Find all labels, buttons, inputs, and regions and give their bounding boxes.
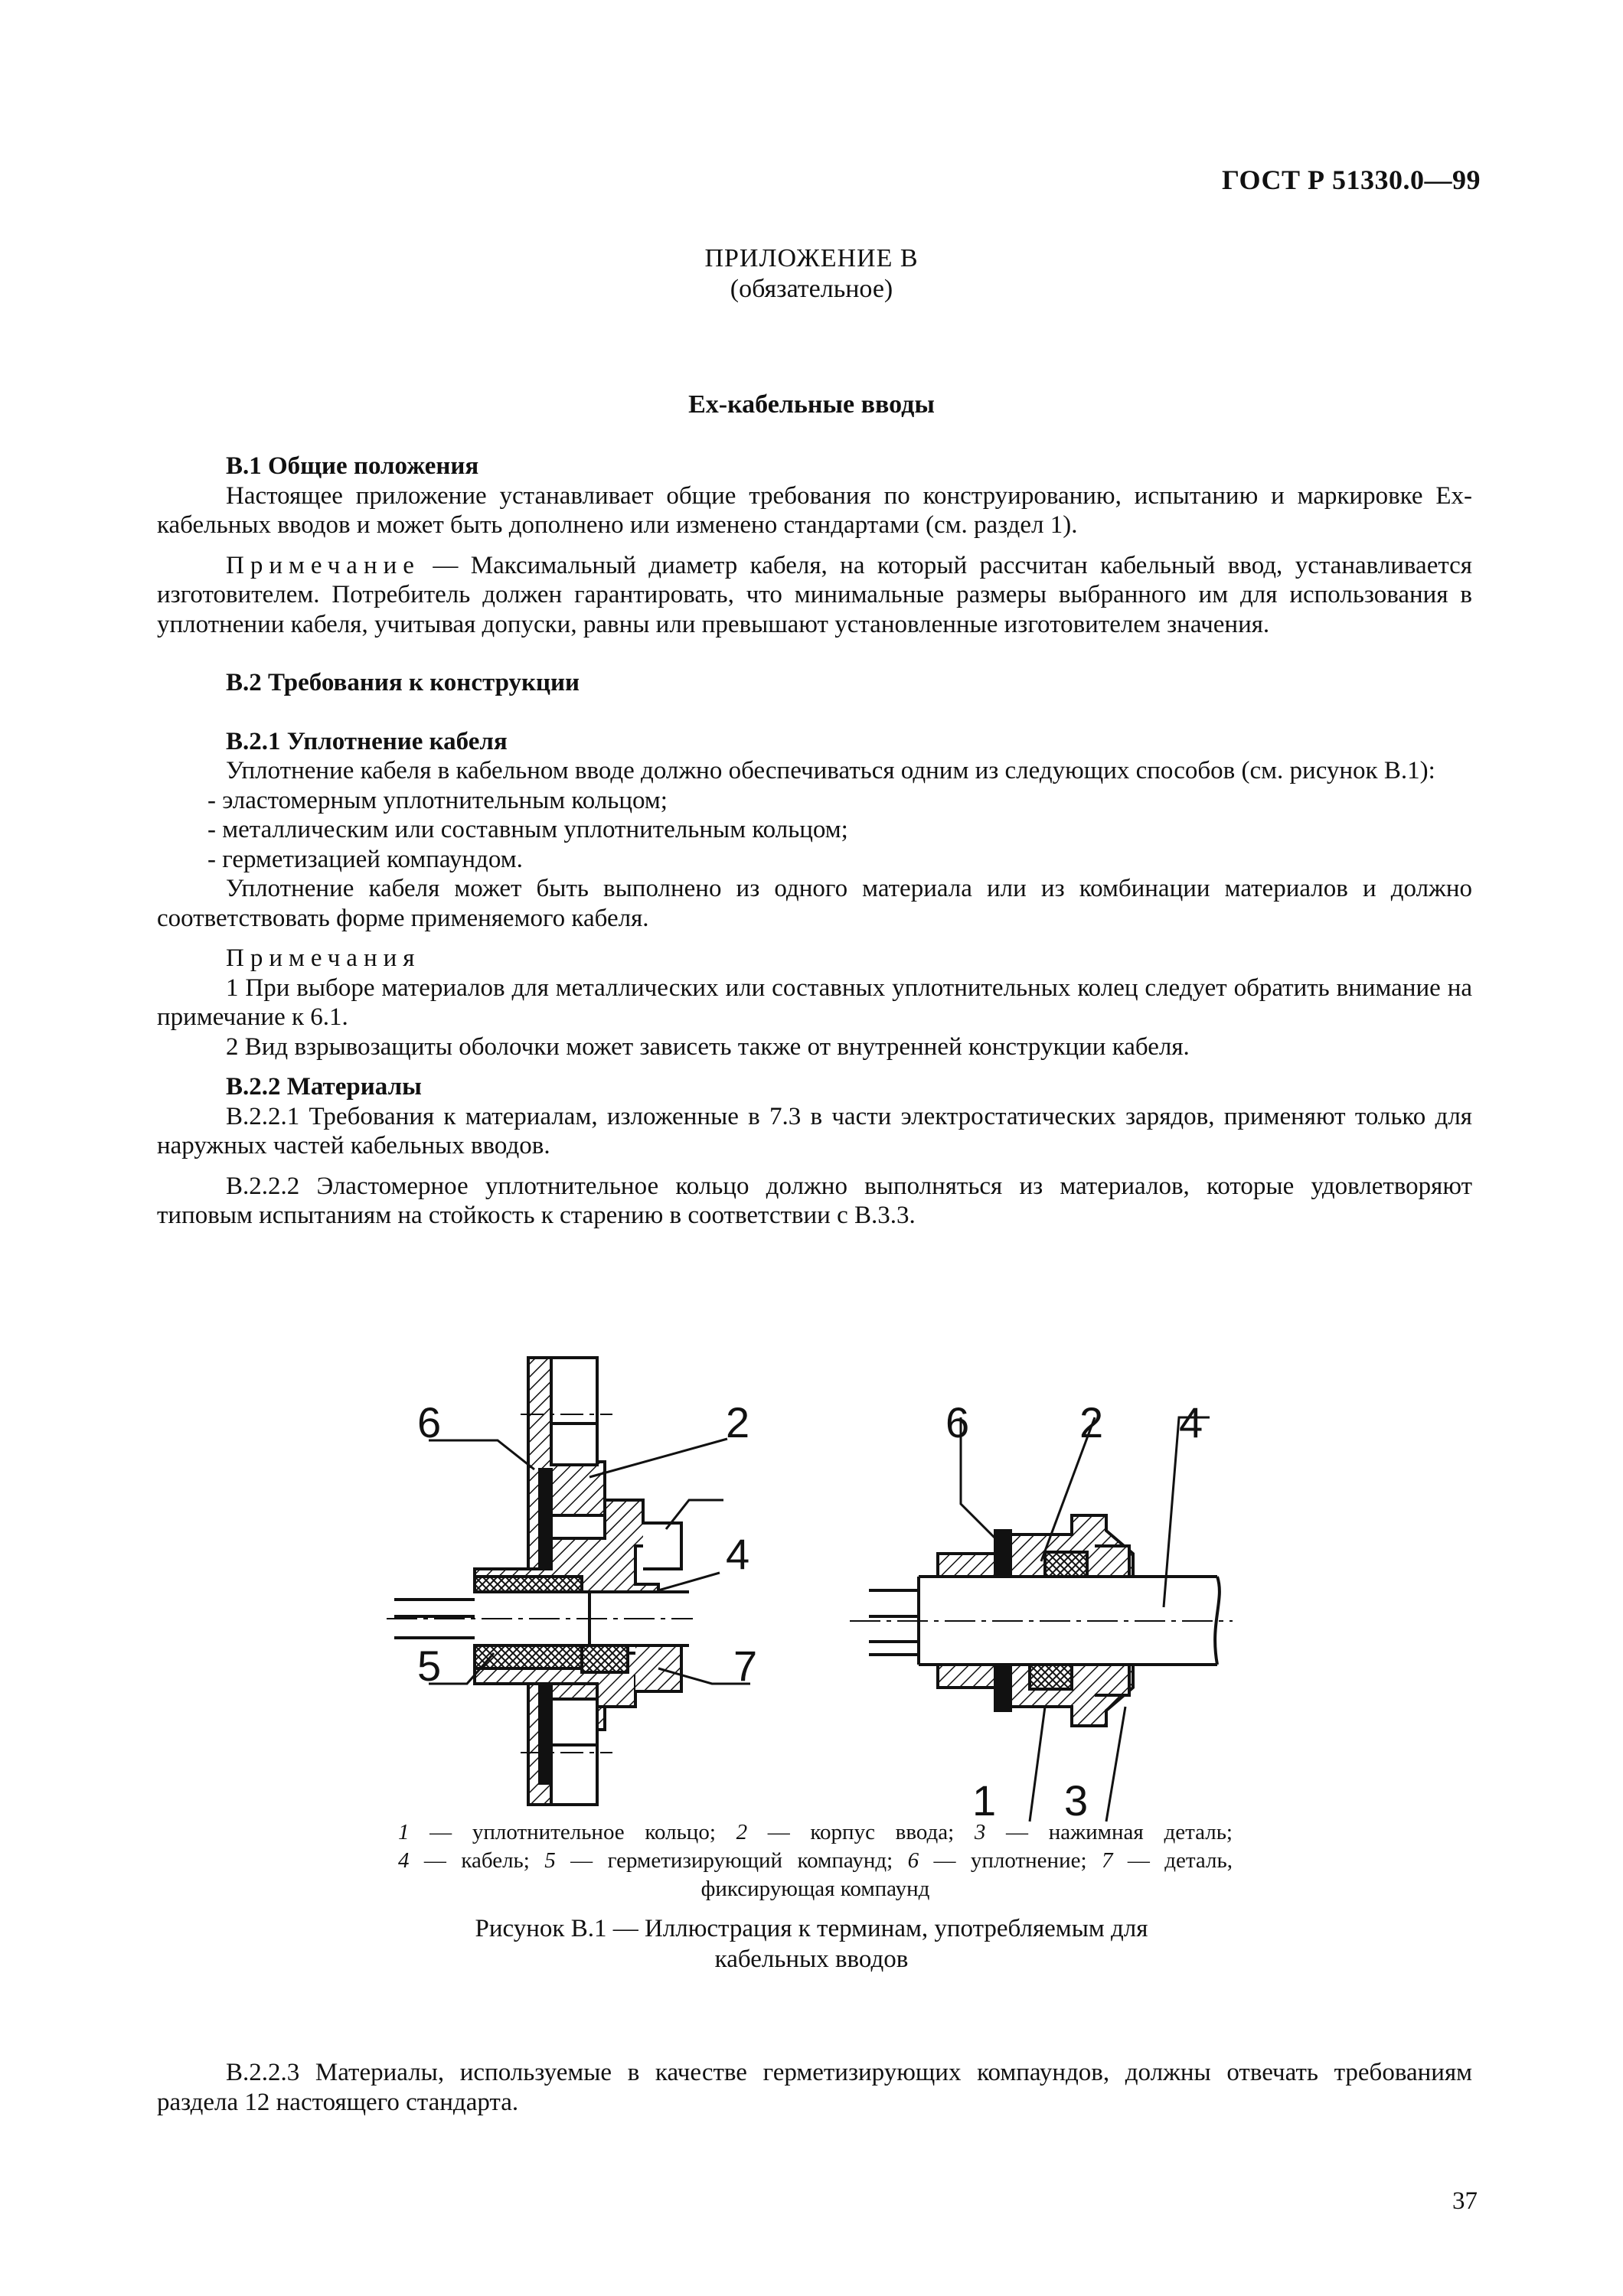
legend-num: 2 xyxy=(736,1820,748,1844)
note-text: — Максимальный диаметр кабеля, на который рассчитан кабельный ввод, устанавливается изготовителем. Потребитель должен гарантировать, что минимальные размеры выбранного им для использования в уплотнении кабеля, учитывая допуски, равны или превышают установленные изготовителем значения. xyxy=(157,551,1472,638)
legend-num: 1 xyxy=(398,1820,410,1844)
document-body xyxy=(157,452,1472,1231)
legend-line-3: фиксирующая компаунд xyxy=(700,1877,930,1901)
document-title: Ех-кабельные вводы xyxy=(688,390,935,419)
label-left-6: 6 xyxy=(417,1398,442,1446)
page-number: 37 xyxy=(1452,2187,1478,2215)
standard-designation: ГОСТ Р 51330.0—99 xyxy=(1222,165,1481,195)
legend-text: — уплотнительное кольцо; xyxy=(409,1820,736,1844)
label-left-4: 4 xyxy=(726,1530,750,1578)
figure-legend xyxy=(398,1818,1233,1903)
note-label: Примечание xyxy=(226,551,420,579)
legend-text: — нажимная деталь; xyxy=(985,1820,1233,1844)
section-b22-heading: В.2.2 Материалы xyxy=(226,1073,422,1101)
figure-drawing xyxy=(0,1347,1623,1829)
legend-text: — кабель; xyxy=(409,1848,545,1873)
label-left-2: 2 xyxy=(726,1398,750,1446)
section-b21-text2: Уплотнение кабеля может быть выполнено из одного материала или из комбинации материалов и должно соответствовать форме применяемого кабеля. xyxy=(157,875,1472,932)
label-left-7: 7 xyxy=(733,1642,758,1690)
figure-b1 xyxy=(0,1347,1623,1829)
section-b1-heading: В.1 Общие положения xyxy=(226,452,479,480)
figure-caption xyxy=(0,1913,1623,1975)
right-drawing-labels xyxy=(945,1398,1203,1825)
label-right-6: 6 xyxy=(945,1398,970,1446)
list-item: - герметизацией компаундом. xyxy=(207,845,523,873)
appendix-status: (обязательное) xyxy=(730,275,893,303)
caption-line-2: кабельных вводов xyxy=(714,1945,909,1973)
legend-text: — деталь, xyxy=(1112,1848,1233,1873)
list-item: - металлическим или составным уплотнительным кольцом; xyxy=(207,816,848,843)
left-cable-gland-drawing xyxy=(387,1358,750,1805)
section-b2-heading: В.2 Требования к конструкции xyxy=(226,669,580,696)
note-2: 2 Вид взрывозащиты оболочки может зависеть также от внутренней конструкции кабеля. xyxy=(226,1032,1190,1061)
legend-num: 6 xyxy=(907,1848,919,1873)
legend-num: 7 xyxy=(1101,1848,1113,1873)
legend-num: 5 xyxy=(544,1848,556,1873)
legend-line-2 xyxy=(398,1847,1233,1875)
notes-label: Примечания xyxy=(226,944,421,972)
caption-line-1: Рисунок В.1 — Иллюстрация к терминам, употребляемым для xyxy=(475,1915,1148,1942)
label-right-2: 2 xyxy=(1079,1398,1104,1446)
legend-text: — корпус ввода; xyxy=(747,1820,975,1844)
section-b222: В.2.2.2 Эластомерное уплотнительное кольцо должно выполняться из материалов, которые удовлетворяют типовым испытаниям на стойкость к старению в соответствии с В.3.3. xyxy=(157,1172,1472,1229)
appendix-label: ПРИЛОЖЕНИЕ В xyxy=(704,244,919,272)
legend-text: — уплотнение; xyxy=(919,1848,1102,1873)
section-b21-text: Уплотнение кабеля в кабельном вводе должно обеспечиваться одним из следующих способов (см. рисунок В.1): xyxy=(226,757,1435,784)
section-b1-text: Настоящее приложение устанавливает общие требования по конструированию, испытанию и маркировке Ех-кабельных вводов и может быть дополнено или изменено стандартами (см. раздел 1). xyxy=(157,481,1472,539)
section-b21-heading: В.2.1 Уплотнение кабеля xyxy=(226,727,508,755)
label-right-4: 4 xyxy=(1179,1398,1203,1446)
right-cable-gland-drawing xyxy=(850,1417,1233,1821)
legend-num: 3 xyxy=(974,1820,986,1844)
note-1: 1 При выборе материалов для металлических или составных уплотнительных колец следует обратить внимание на примечание к 6.1. xyxy=(157,974,1472,1031)
note-paragraph xyxy=(157,551,1472,640)
label-right-1: 1 xyxy=(972,1776,997,1825)
appendix-heading xyxy=(0,243,1623,305)
section-b221: В.2.2.1 Требования к материалам, изложенные в 7.3 в части электростатических зарядов, применяют только для наружных частей кабельных вводов. xyxy=(157,1102,1472,1159)
label-left-5: 5 xyxy=(417,1642,442,1690)
legend-text: — герметизирующий компаунд; xyxy=(555,1848,908,1873)
label-right-3: 3 xyxy=(1064,1776,1089,1825)
list-item: - эластомерным уплотнительным кольцом; xyxy=(207,786,668,814)
legend-line-1 xyxy=(398,1818,1233,1847)
section-b223: В.2.2.3 Материалы, используемые в качестве герметизирующих компаундов, должны отвечать требованиям раздела 12 настоящего стандарта. xyxy=(157,2059,1472,2116)
legend-num: 4 xyxy=(398,1848,410,1873)
